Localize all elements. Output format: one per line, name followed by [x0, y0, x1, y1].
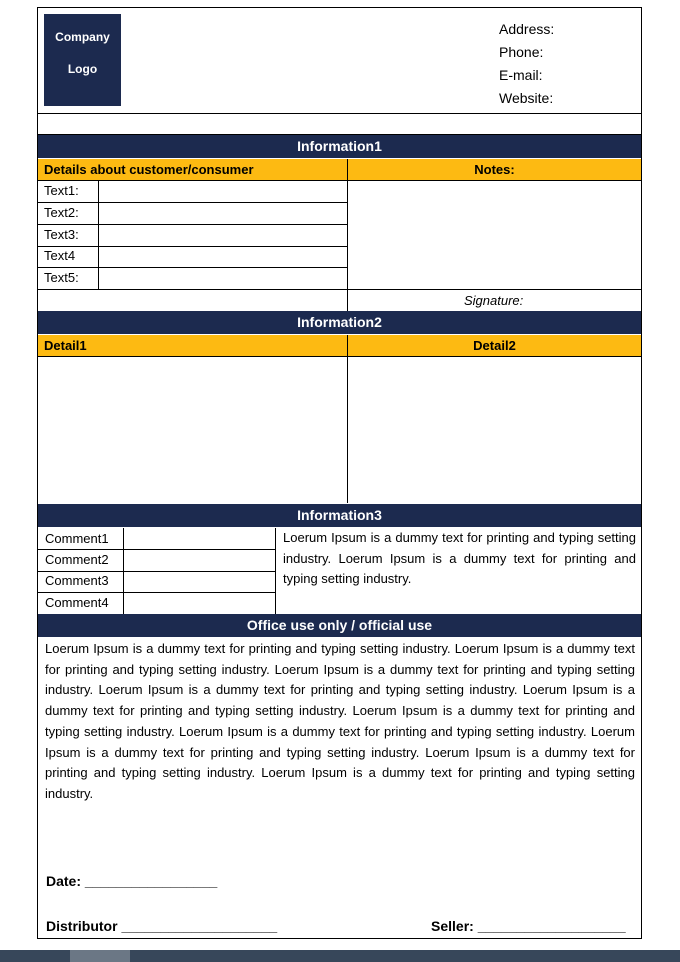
section-title-information3: Information3 — [38, 504, 641, 527]
text3-field[interactable] — [100, 225, 346, 246]
date-field[interactable]: Date: _________________ — [46, 873, 218, 889]
text2-label: Text2: — [44, 205, 79, 220]
detail2-field[interactable] — [349, 358, 641, 502]
comment2-field[interactable] — [125, 550, 274, 571]
comment4-field[interactable] — [125, 593, 274, 614]
customer-details-header: Details about customer/consumer — [38, 159, 347, 180]
website-label: Website: — [499, 90, 554, 106]
information3-text: Loerum Ipsum is a dummy text for printing and typing setting industry. Loerum Ipsum is a dummy text for printing and typing setting industry. — [283, 530, 636, 587]
section-title-information2: Information2 — [38, 311, 641, 334]
text3-label: Text3: — [44, 227, 79, 242]
text2-field[interactable] — [100, 203, 346, 224]
company-logo — [44, 14, 121, 106]
comment4-label: Comment4 — [45, 595, 109, 610]
viewer-bar-segment — [70, 950, 130, 962]
form-sheet — [37, 7, 642, 939]
seller-field[interactable]: Seller: ___________________ — [431, 918, 626, 934]
divider — [275, 528, 276, 614]
signature-label: Signature: — [464, 293, 524, 308]
logo-line-2: Logo — [67, 62, 98, 76]
divider — [98, 180, 99, 289]
distributor-field[interactable]: Distributor ____________________ — [46, 918, 278, 934]
divider — [38, 356, 641, 357]
detail2-header: Detail2 — [348, 335, 641, 356]
address-label: Address: — [499, 21, 555, 37]
comment1-label: Comment1 — [45, 531, 109, 546]
contact-block — [499, 18, 554, 110]
comment2-label: Comment2 — [45, 552, 109, 567]
phone-label: Phone: — [499, 44, 544, 60]
text5-label: Text5: — [44, 270, 79, 285]
detail1-field[interactable] — [39, 358, 346, 502]
divider — [38, 113, 641, 114]
notes-header: Notes: — [348, 159, 641, 180]
divider — [38, 289, 641, 290]
logo-line-1: Company — [55, 30, 110, 44]
divider — [347, 335, 348, 503]
section-title-information1: Information1 — [38, 135, 641, 158]
section-title-office-use: Office use only / official use — [38, 614, 641, 637]
email-label: E-mail: — [499, 67, 543, 83]
text4-label: Text4 — [44, 248, 76, 263]
comment3-field[interactable] — [125, 572, 274, 592]
notes-field[interactable] — [349, 181, 641, 289]
text4-field[interactable] — [100, 247, 346, 267]
comment1-field[interactable] — [125, 529, 274, 549]
comment3-label: Comment3 — [45, 573, 109, 588]
text1-field[interactable] — [100, 181, 346, 202]
viewer-bottom-bar — [0, 950, 680, 962]
office-use-text: Loerum Ipsum is a dummy text for printing and typing setting industry. Loerum Ipsum is a dummy text for printing and typing setting industry. Loerum Ipsum is a dummy text for printing and typing setting industry. Loerum Ipsum is a dummy text for printing and typing setting industry. Loerum Ipsum is a dummy text for printing and typing setting industry. Loerum Ipsum is a dummy text for printing and typing setting industry. Loerum Ipsum is a dummy text for printing and typing setting industry. Loerum Ipsum is a dummy text for printing and typing setting industry. Loerum Ipsum is a dummy text for printing and typing setting industry. Loerum Ipsum is a dummy text for printing and typing setting industry. — [45, 641, 635, 801]
detail1-header: Detail1 — [38, 335, 347, 356]
text1-label: Text1: — [44, 183, 79, 198]
text5-field[interactable] — [100, 268, 346, 289]
